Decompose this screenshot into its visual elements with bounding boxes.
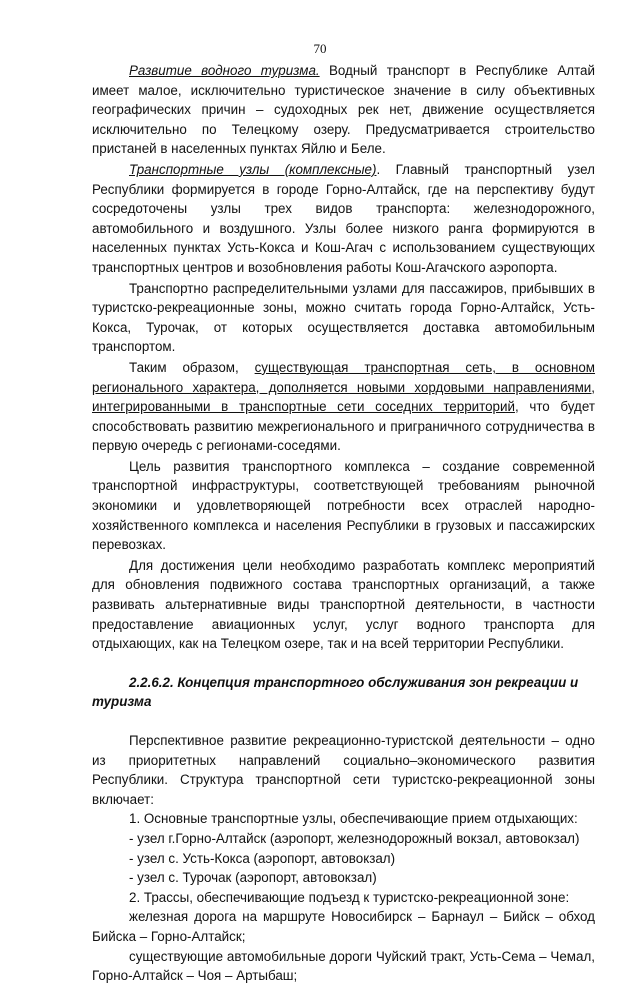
list-item: существующие автомобильные дороги Чуйский тракт, Усть-Сема – Чемал, Горно-Алтайск – Чоя – Артыбаш; [92,948,595,984]
summary-lead: Таким образом, [129,359,255,375]
paragraph-text-water-tourism: Водный транспорт в Республике Алтай имеет малое, исключительно туристическое значение в силу объективных географических причин – судоходных рек нет, движение осуществляется исключительно по Телецкому озеру. Предусматривается строительство пристаней в населенных пунктах Яйлю и Беле. [92,63,595,157]
list-item: - узел г.Горно-Алтайск (аэропорт, железнодорожный вокзал, автовокзал) [129,830,580,846]
list-item: 2. Трассы, обеспечивающие подъезд к туристско-рекреационной зоне: [129,889,570,905]
section-intro: Перспективное развитие рекреационно-туристской деятельности – одно из приоритетных направлений социально–экономического развития Республики. Структура транспортной сети туристско-рекреационной зоны включает: [92,733,595,807]
summary-underlined-text: существующая транспортная сеть, в основном регионального характера, дополняется новыми хордовыми направлениями, интегрированными в транспортные сети соседних территорий [92,359,596,415]
list-item: - узел с. Усть-Кокса (аэропорт, автовокзал) [129,850,396,866]
document-body [92,61,595,986]
paragraph-title-water-tourism: Развитие водного туризма. [129,63,320,78]
paragraph-measures: Для достижения цели необходимо разработать комплекс мероприятий для обновления подвижного состава транспортных организаций, а также развивать альтернативные виды транспортной деятельности, в частности предоставление авиационных услуг, услуг водного транспорта для отдыхающих, как на Телецком озере, так и на всей территории Республики. [92,557,595,652]
paragraph-transport-hubs [92,160,595,278]
summary-tail: , что будет способствовать развитию межрегионального и приграничного сотрудничества в первую очередь с регионами-соседями. [92,399,595,454]
paragraph-summary [92,358,595,456]
paragraph-title-transport-hubs: Транспортные узлы (комплексные) [129,161,377,177]
paragraph-goal: Цель развития транспортного комплекса – создание современной транспортной инфраструктуры, соответствующей требованиям рыночной экономики и удовлетворяющей потребности всех отраслей народно-хозяйственного комплекса и населения Республики в грузовых и пассажирских перевозках. [92,458,595,553]
section-spacer [92,712,595,731]
paragraph-distribution-hubs: Транспортно распределительными узлами для пассажиров, прибывших в туристско-рекреационные зоны, можно считать города Горно-Алтайск, Усть-Кокса, Турочак, от которых осуществляется доставка автомобильным транспортом. [92,280,595,355]
page-number: 70 [313,41,327,56]
list-item: - узел с. Турочак (аэропорт, автовокзал) [129,870,377,886]
list-item: железная дорога на маршруте Новосибирск – Барнаул – Бийск – обход Бийска – Горно-Алтайск; [92,909,595,944]
paragraph-water-tourism [92,61,595,159]
paragraph-text-transport-hubs: . Главный транспортный узел Республики формируется в городе Горно-Алтайск, где на перспективу будут сосредоточены узлы трех видов транспорта: железнодорожного, автомобильного и воздушного. Узлы более низкого ранга формируются в населенных пунктах Усть-Кокса и Кош-Агач с использованием существующих транспортных центров и возобновления работы Кош-Агачского аэропорта. [92,161,595,275]
section-heading: 2.2.6.2. Концепция транспортного обслуживания зон рекреации и туризма [92,674,579,710]
list-item: 1. Основные транспортные узлы, обеспечивающие прием отдыхающих: [129,811,578,827]
